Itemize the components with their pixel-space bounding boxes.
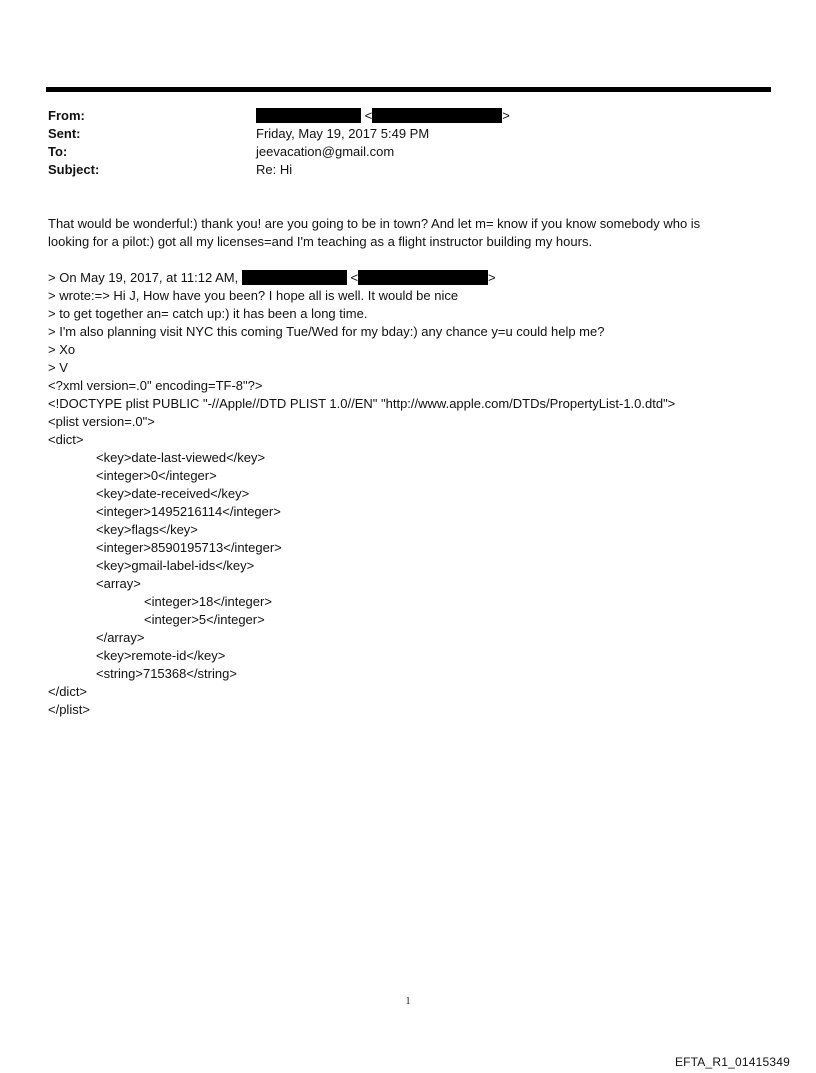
xml-line: <integer>0</integer> xyxy=(96,468,217,483)
quote-line: > I'm also planning visit NYC this coming Tue/Wed for my bday:) any chance y=u could help me? xyxy=(48,324,605,339)
quote-line: > V xyxy=(48,360,68,375)
xml-line: <key>gmail-label-ids</key> xyxy=(96,558,255,573)
subject-label: Subject: xyxy=(48,162,100,177)
xml-line: <dict> xyxy=(48,432,84,447)
xml-line: <key>flags</key> xyxy=(96,522,198,537)
xml-line: <integer>5</integer> xyxy=(144,612,265,627)
page-number: 1 xyxy=(405,996,411,1007)
xml-line: <plist version=.0"> xyxy=(48,414,155,429)
to-value: jeevacation@gmail.com xyxy=(256,144,395,159)
from-label: From: xyxy=(48,108,85,123)
redacted-sender-email xyxy=(372,108,502,123)
xml-line: <key>date-received</key> xyxy=(96,486,250,501)
from-value xyxy=(256,107,510,125)
xml-line: <array> xyxy=(96,576,141,591)
xml-line: <string>715368</string> xyxy=(96,666,237,681)
xml-line: </plist> xyxy=(48,702,90,717)
message-body xyxy=(48,215,768,719)
xml-line: <integer>1495216114</integer> xyxy=(96,504,281,519)
sent-value: Friday, May 19, 2017 5:49 PM xyxy=(256,126,430,141)
body-line: That would be wonderful:) thank you! are you going to be in town? And let m= know if you know somebody who is xyxy=(48,216,701,231)
redacted-sender-name xyxy=(256,108,361,123)
body-line: looking for a pilot:) got all my licenses=and I'm teaching as a flight instructor building my hours. xyxy=(48,234,593,249)
subject-value: Re: Hi xyxy=(256,162,293,177)
xml-line: <!DOCTYPE plist PUBLIC "-//Apple//DTD PLIST 1.0//EN" "http://www.apple.com/DTDs/PropertyList-1.0.dtd"> xyxy=(48,396,676,411)
xml-line: <key>date-last-viewed</key> xyxy=(96,450,266,465)
quote-header-line xyxy=(48,269,768,287)
quote-line: > to get together an= catch up:) it has been a long time. xyxy=(48,306,368,321)
to-label: To: xyxy=(48,144,68,159)
quote-gt: > xyxy=(488,270,496,285)
quote-lt: < xyxy=(350,270,359,285)
bates-number: EFTA_R1_01415349 xyxy=(674,1055,790,1069)
from-lt: < xyxy=(364,108,373,123)
redacted-quoted-email xyxy=(358,270,488,285)
xml-line: </dict> xyxy=(48,684,88,699)
xml-line: <key>remote-id</key> xyxy=(96,648,226,663)
xml-line: <integer>18</integer> xyxy=(144,594,272,609)
xml-line: <?xml version=.0" encoding=TF-8"?> xyxy=(48,378,263,393)
header-rule xyxy=(46,87,771,92)
quote-prefix: > On May 19, 2017, at 11:12 AM, xyxy=(48,270,239,285)
xml-line: <integer>8590195713</integer> xyxy=(96,540,282,555)
quote-line: > Xo xyxy=(48,342,76,357)
xml-line: </array> xyxy=(96,630,145,645)
redacted-quoted-name xyxy=(242,270,347,285)
sent-label: Sent: xyxy=(48,126,81,141)
from-gt: > xyxy=(502,108,510,123)
blank-line xyxy=(48,251,768,269)
quote-line: > wrote:=> Hi J, How have you been? I hope all is well. It would be nice xyxy=(48,288,459,303)
